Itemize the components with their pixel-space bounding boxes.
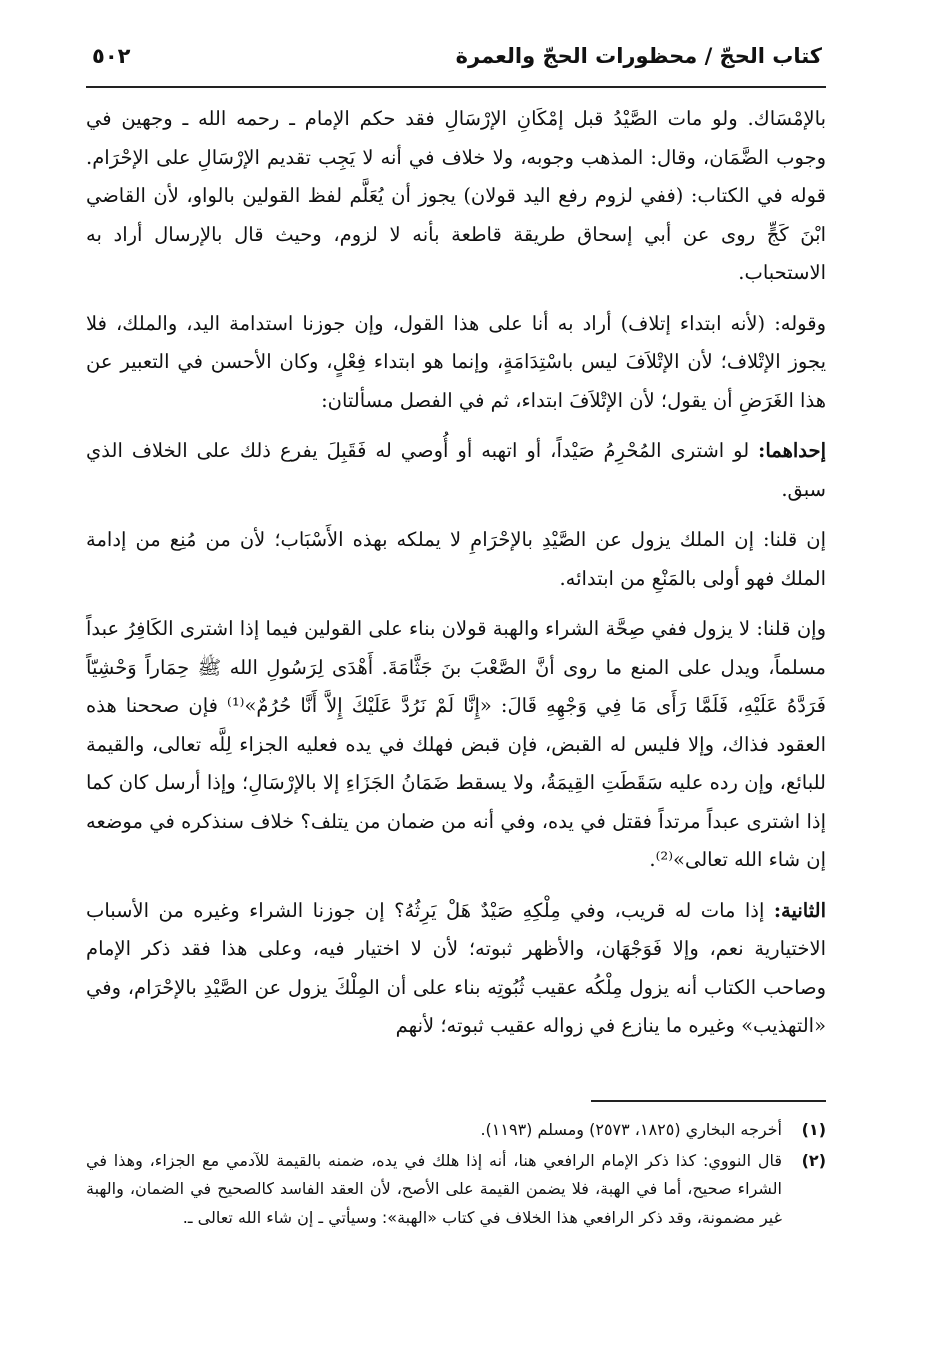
footnote-text: قال النووي: كذا ذكر الإمام الرافعي هنا، أنه إذا هلك في يده، ضمنه بالقيمة للآدمي مع الجزاء، وهذا في الشراء صحيح، أما في الهبة، فلا يضمن القيمة على الأصح، لأن العقد الفاسد كالصحيح في الضمان، والهبة غير مضمونة، وقد ذكر الرافعي هذا الخلاف في كتاب «الهبة»: وسيأتي ـ إن شاء الله تعالى ـ. bbox=[86, 1150, 782, 1227]
paragraph-lead: الثانية: bbox=[773, 898, 826, 922]
paragraph bbox=[86, 610, 826, 880]
paragraph-text: بالإمْسَاك. ولو مات الصَّيْدُ قبل إمْكَانِ الإرْسَالِ فقد حكم الإمام ـ رحمه الله ـ وجهين في وجوب الضَّمَان، وقال: المذهب وجوبه، ولا خلاف في أنه لا يَجِب تقديم الإرْسَالِ على الإحْرَام. قوله في الكتاب: (ففي لزوم رفع اليد قولان) يجوز أن يُعَلَّم لفظ القولين بالواو، لأن القاضي ابْنَ كَجٍّ روى عن أبي إسحاق طريقة قاطعة بأنه لا لزوم، وحيث قال بالإرسال أراد به الاستحباب. bbox=[86, 107, 826, 284]
paragraph-text: إن قلنا: إن الملك يزول عن الصَّيْدِ بالإحْرَامِ لا يملكه بهذه الأَسْبَاب؛ لأن من مُنِع من إدامة الملك فهو أولى بالمَنْعِ من ابتدائه. bbox=[86, 528, 826, 590]
footnotes bbox=[86, 1116, 826, 1234]
paragraph-text: وإن قلنا: لا يزول ففي صِحَّة الشراء والهبة قولان بناء على القولين فيما إذا اشترى الكَافِرُ عبداً مسلماً، ويدل على المنع ما روى أنَّ الصَّعْبَ بنَ جَثَّامَةَ. أَهْدَى لِرَسُولِ الله ﷺ حِمَاراً وَحْشِيّاً فَرَدَّهُ عَلَيْهِ، فَلَمَّا رَأَى مَا فِي وَجْهِهِ قَالَ: «إِنَّا لَمْ نَرُدَّ عَلَيْكَ إِلاَّ أَنَّا حُرُمٌ»⁽¹⁾ فإن صححنا هذه العقود فذاك، وإلا فليس له القبض، فإن قبض فهلك في يده فعليه الجزاء لِلَّه تعالى، والقيمة للبائع، وإن رده عليه سَقَطَتِ القِيمَةُ، ولا يسقط ضَمَانُ الجَزَاءِ إلا بالإرْسَالِ؛ وإذا أرسل كان كما إذا اشترى عبداً مرتداً فقتل في يده، وفي أنه من ضمان من يتلف؟ خلاف سنذكره في موضعه إن شاء الله تعالى»⁽²⁾. bbox=[86, 617, 826, 871]
paragraph bbox=[86, 100, 826, 293]
footnote-number: (٢) bbox=[801, 1150, 826, 1170]
paragraph bbox=[86, 432, 826, 509]
footnote-separator bbox=[591, 1100, 826, 1102]
paragraph bbox=[86, 892, 826, 1046]
footnote bbox=[86, 1116, 826, 1145]
footnote-text: أخرجه البخاري (١٨٢٥، ٢٥٧٣) ومسلم (١١٩٣). bbox=[480, 1120, 782, 1139]
footnote bbox=[86, 1147, 826, 1233]
paragraph-text: إذا مات له قريب، وفي مِلْكِهِ صَيْدٌ هَلْ يَرِثُهُ؟ إن جوزنا الشراء وغيره من الأسباب الاختيارية نعم، وإلا فَوَجْهَان، والأظهر ثبوته؛ لأن لا اختيار فيه، وعلى هذا فقد ذكر الإمام وصاحب الكتاب أنه يزول مِلْكُه عقيب ثُبُوتِه بناء على أن المِلْكَ يزول عن الصَّيْدِ بالإحْرَام، وفي «التهذيب» وغيره ما ينازع في زواله عقيب ثبوته؛ لأنهم bbox=[86, 898, 826, 1037]
paragraph-lead: إحداهما: bbox=[758, 439, 826, 462]
running-title: كتاب الحجّ / محظورات الحجّ والعمرة bbox=[455, 44, 822, 68]
footnote-number: (١) bbox=[801, 1120, 826, 1139]
main-text bbox=[86, 100, 826, 1046]
running-header bbox=[86, 38, 826, 88]
paragraph-text: وقوله: (لأنه ابتداء إتلاف) أراد به أنا على هذا القول، وإن جوزنا استدامة اليد، والملك، فلا يجوز الإتْلاف؛ لأن الإتْلاَفَ ليس باسْتِدَامَةٍ، وإنما هو ابتداء فِعْلٍ، وكان الأحسن في التعبير عن هذا الغَرَضِ أن يقول؛ لأن الإتْلاَفَ ابتداء، ثم في الفصل مسألتان: bbox=[86, 311, 826, 412]
book-page bbox=[86, 38, 826, 1328]
paragraph-text: لو اشترى المُحْرِمُ صَيْداً، أو اتهبه أو أُوصي له فَقَبِلَ يفرع ذلك على الخلاف الذي سبق. bbox=[86, 439, 826, 501]
paragraph bbox=[86, 521, 826, 598]
paragraph bbox=[86, 305, 826, 421]
page-number: ٥٠٢ bbox=[92, 44, 131, 68]
